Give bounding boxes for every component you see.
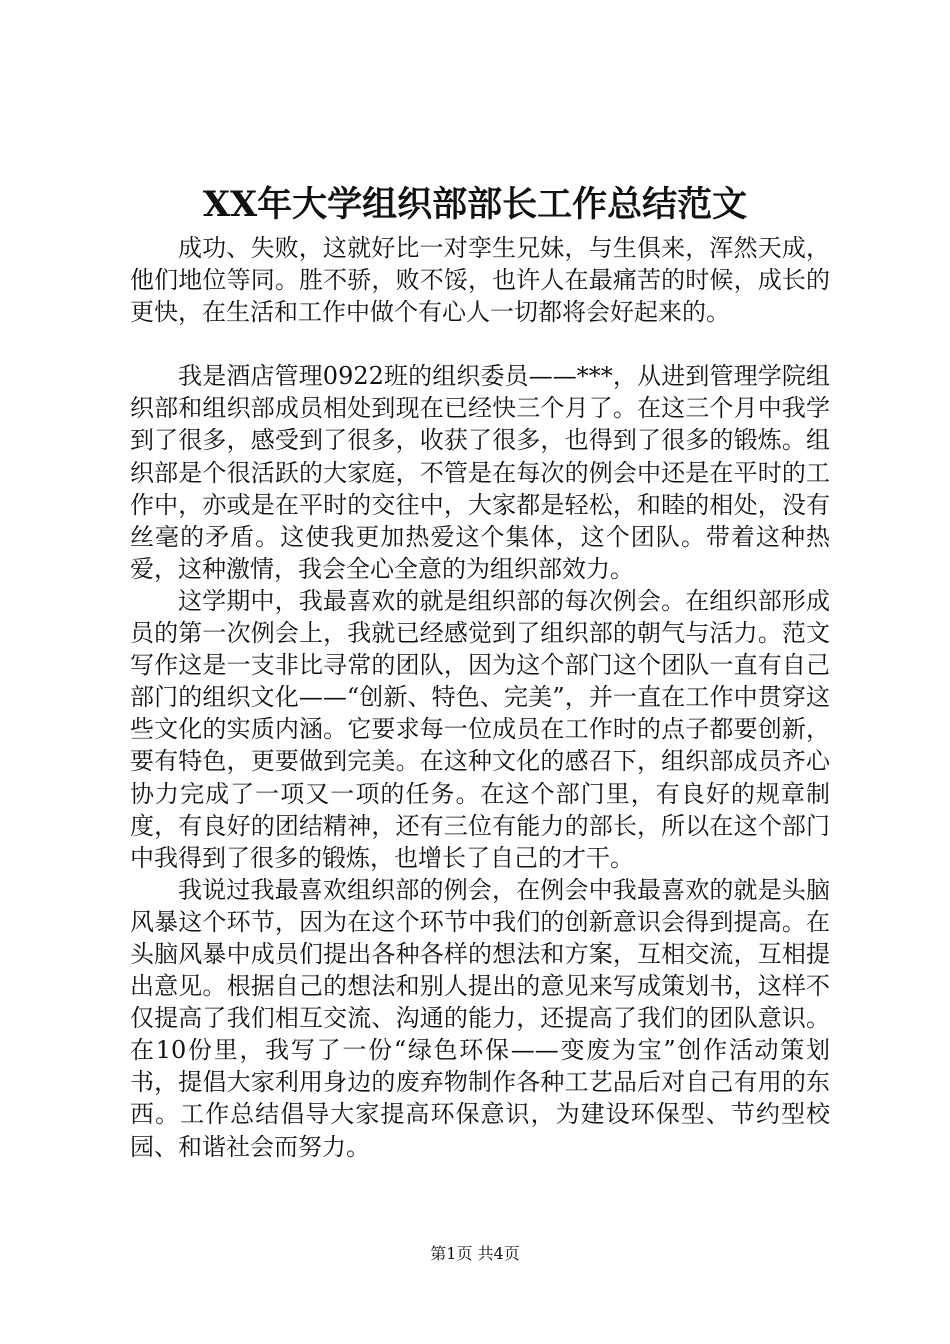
page-footer: 第1页 共4页 [430, 1244, 520, 1263]
paragraph-1: 成功、失败，这就好比一对孪生兄妹，与生俱来，浑然天成，他们地位等同。胜不骄，败不馁，也许人在最痛苦的时候，成长的更快，在生活和工作中做个有心人一切都将会好起来的。 [130, 234, 830, 327]
document-body [130, 232, 830, 1163]
paragraph-gap [130, 328, 830, 360]
document-title: XX年大学组织部部长工作总结范文 [202, 184, 748, 225]
paragraph-4: 我说过我最喜欢组织部的例会，在例会中我最喜欢的就是头脑风暴这个环节，因为在这个环节中我们的创新意识会得到提高。在头脑风暴中成员们提出各种各样的想法和方案，互相交流，互相提出意见。根据自己的想法和别人提出的意见来写成策划书，这样不仅提高了我们相互交流、沟通的能力，还提高了我们的团队意识。在10份里，我写了一份“绿色环保——变废为宝”创作活动策划书，提倡大家利用身边的废弃物制作各种工艺品后对自己有用的东西。工作总结倡导大家提高环保意识，为建设环保型、节约型校园、和谐社会而努力。 [130, 875, 830, 1161]
paragraph-3: 这学期中，我最喜欢的就是组织部的每次例会。在组织部形成员的第一次例会上，我就已经感觉到了组织部的朝气与活力。范文写作这是一支非比寻常的团队，因为这个部门这个团队一直有自己部门的组织文化——“创新、特色、完美”，并一直在工作中贯穿这些文化的实质内涵。它要求每一位成员在工作时的点子都要创新，要有特色，更要做到完美。在这种文化的感召下，组织部成员齐心协力完成了一项又一项的任务。在这个部门里，有良好的规章制度，有良好的团结精神，还有三位有能力的部长，所以在这个部门中我得到了很多的锻炼，也增长了自己的才干。 [130, 586, 830, 872]
paragraph-2: 我是酒店管理0922班的组织委员——***，从进到管理学院组织部和组织部成员相处到现在已经快三个月了。在这三个月中我学到了很多，感受到了很多，收获了很多，也得到了很多的锻炼。组织部是个很活跃的大家庭，不管是在每次的例会中还是在平时的工作中，亦或是在平时的交往中，大家都是轻松，和睦的相处，没有丝毫的矛盾。这使我更加热爱这个集体，这个团队。带着这种热爱，这种激情，我会全心全意的为组织部效力。 [130, 362, 830, 583]
